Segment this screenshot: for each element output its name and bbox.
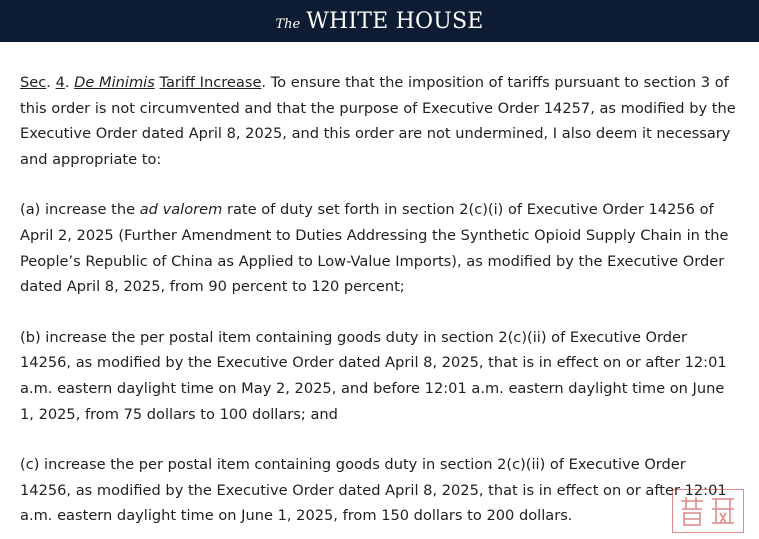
section-4-intro: Sec. 4. De Minimis Tariff Increase. To ensure that the imposition of tariffs pursuant to section 3 of this order is not circumvented and that the purpose of Executive Order 14257, as modified by the Executive Order dated April 8, 2025, and this order are not undermined, I also deem it necessary and appropriate to: — [20, 74, 736, 168]
item-c: (c) increase the per postal item containing goods duty in section 2(c)(ii) of Executive Order 14256, as modified by the Executive Order dated April 8, 2025, that is in effect on or after 12:01 a.m. eastern daylight time on June 1, 2025, from 150 dollars to 200 dollars. — [20, 456, 727, 525]
section-intro-text: To ensure that the imposition of tariffs pursuant to section 3 of this order is not circumvented and that the purpose of Executive Order 14257, as modified by the Executive Order dated April 8, 2025, and this order are not undermined, I also deem it necessary and appropriate to: — [20, 74, 736, 168]
item-a — [20, 197, 740, 299]
article-body — [20, 70, 740, 529]
watermark-seal-icon — [676, 493, 740, 529]
section-number: 4 — [55, 74, 65, 91]
item-a-italic: ad valorem — [139, 201, 223, 219]
watermark-seal — [672, 489, 744, 533]
brand-name: WHITE HOUSE — [306, 8, 484, 34]
item-a-lead: (a) increase the — [20, 201, 140, 219]
white-house-logo[interactable] — [275, 9, 483, 34]
section-title-italic: De Minimis — [74, 74, 155, 91]
brand-prefix: The — [275, 16, 301, 32]
section-label: Sec — [20, 74, 47, 91]
item-b: (b) increase the per postal item containing goods duty in section 2(c)(ii) of Executive Order 14256, as modified by the Executive Order dated April 8, 2025, that is in effect on or after 12:01 a.m. eastern daylight time on May 2, 2025, and before 12:01 a.m. eastern daylight time on June 1, 2025, from 75 dollars to 100 dollars; and — [20, 328, 727, 423]
site-header — [0, 0, 759, 42]
item-a-text: rate of duty set forth in section 2(c)(i) of Executive Order 14256 of April 2, 2025 (Further Amendment to Duties Addressing the Synthetic Opioid Supply Chain in the People’s Republic of China as Applied to Low-Value Imports), as modified by the Executive Order dated April 8, 2025, from 90 percent to 120 percent; — [20, 201, 729, 296]
section-title: Tariff Increase — [159, 74, 262, 91]
